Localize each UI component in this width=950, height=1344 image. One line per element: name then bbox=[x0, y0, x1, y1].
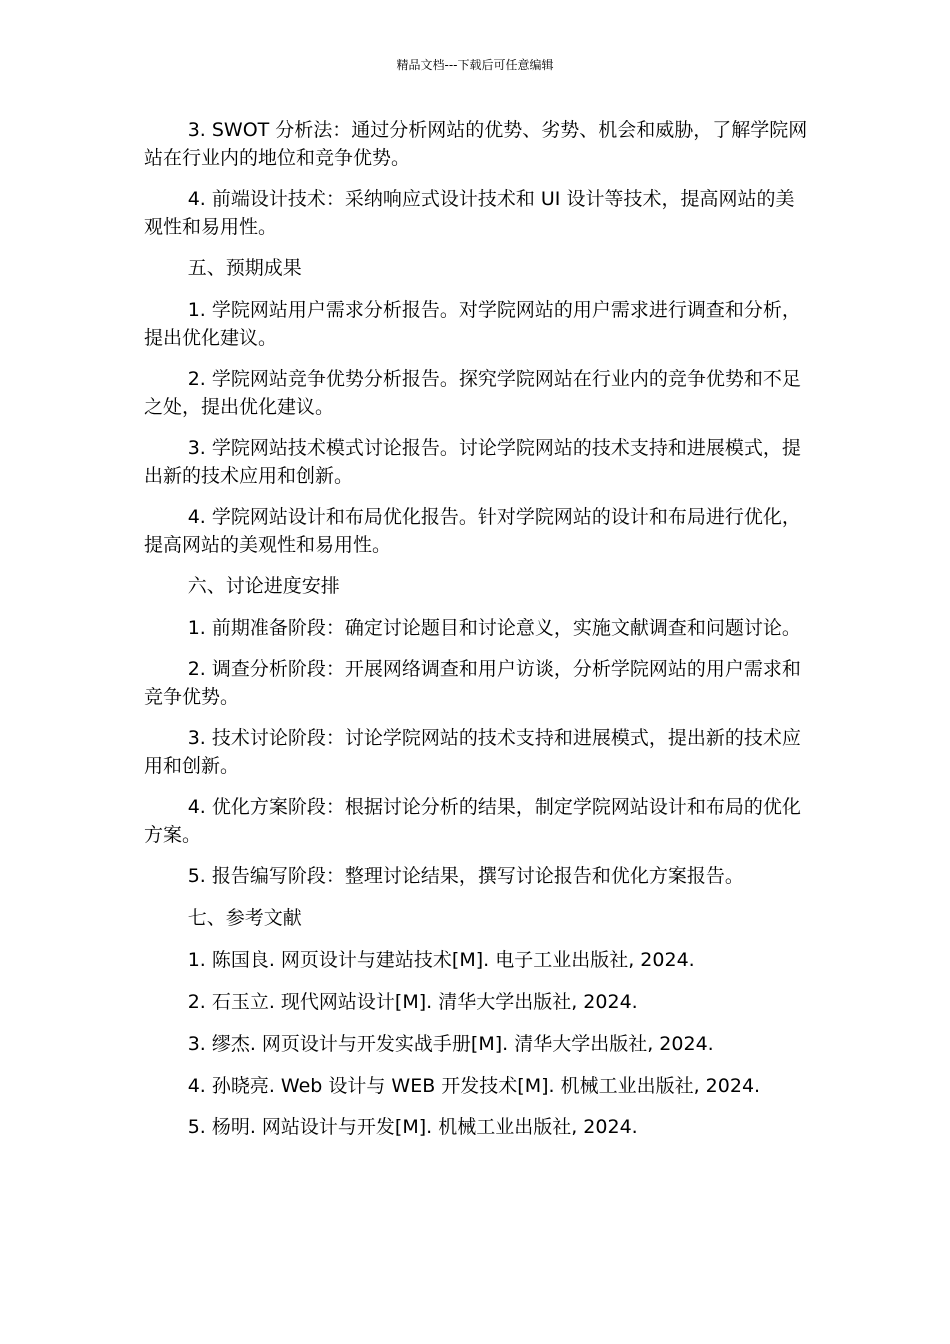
paragraph-result-2: 2. 学院网站竞争优势分析报告。探究学院网站在行业内的竞争优势和不足之处，提出优化建议。 bbox=[144, 368, 801, 418]
section-heading-references: 七、参考文献 bbox=[187, 907, 302, 929]
reference-item-5: 5. 杨明. 网站设计与开发[M]. 机械工业出版社, 2024. bbox=[187, 1116, 638, 1138]
paragraph-result-1: 1. 学院网站用户需求分析报告。对学院网站的用户需求进行调查和分析，提出优化建议。 bbox=[144, 299, 801, 349]
paragraph-schedule-3: 3. 技术讨论阶段：讨论学院网站的技术支持和进展模式，提出新的技术应用和创新。 bbox=[144, 727, 801, 777]
reference-item-3: 3. 缪杰. 网页设计与开发实战手册[M]. 清华大学出版社, 2024. bbox=[187, 1033, 714, 1055]
paragraph-schedule-4: 4. 优化方案阶段：根据讨论分析的结果，制定学院网站设计和布局的优化方案。 bbox=[144, 796, 801, 846]
paragraph-result-4: 4. 学院网站设计和布局优化报告。针对学院网站的设计和布局进行优化，提高网站的美观性和易用性。 bbox=[144, 506, 801, 556]
section-heading-expected-results: 五、预期成果 bbox=[187, 257, 302, 279]
page-header: 精品文档---下载后可任意编辑 bbox=[396, 58, 554, 72]
paragraph-schedule-2: 2. 调查分析阶段：开展网络调查和用户访谈，分析学院网站的用户需求和竞争优势。 bbox=[144, 658, 801, 708]
section-heading-schedule: 六、讨论进度安排 bbox=[187, 575, 340, 597]
reference-item-2: 2. 石玉立. 现代网站设计[M]. 清华大学出版社, 2024. bbox=[187, 991, 638, 1013]
paragraph-result-3: 3. 学院网站技术模式讨论报告。讨论学院网站的技术支持和进展模式，提出新的技术应用和创新。 bbox=[144, 437, 801, 487]
paragraph-schedule-1: 1. 前期准备阶段：确定讨论题目和讨论意义，实施文献调查和问题讨论。 bbox=[187, 617, 801, 639]
paragraph-swot-method: 3. SWOT 分析法：通过分析网站的优势、劣势、机会和威胁，了解学院网站在行业内的地位和竞争优势。 bbox=[144, 119, 808, 169]
paragraph-schedule-5: 5. 报告编写阶段：整理讨论结果，撰写讨论报告和优化方案报告。 bbox=[187, 865, 744, 887]
reference-item-1: 1. 陈国良. 网页设计与建站技术[M]. 电子工业出版社, 2024. bbox=[187, 949, 695, 971]
document-body bbox=[144, 116, 808, 1155]
paragraph-frontend-tech: 4. 前端设计技术：采纳响应式设计技术和 UI 设计等技术，提高网站的美观性和易用性。 bbox=[144, 188, 795, 238]
reference-item-4: 4. 孙晓亮. Web 设计与 WEB 开发技术[M]. 机械工业出版社, 2024. bbox=[187, 1075, 761, 1097]
